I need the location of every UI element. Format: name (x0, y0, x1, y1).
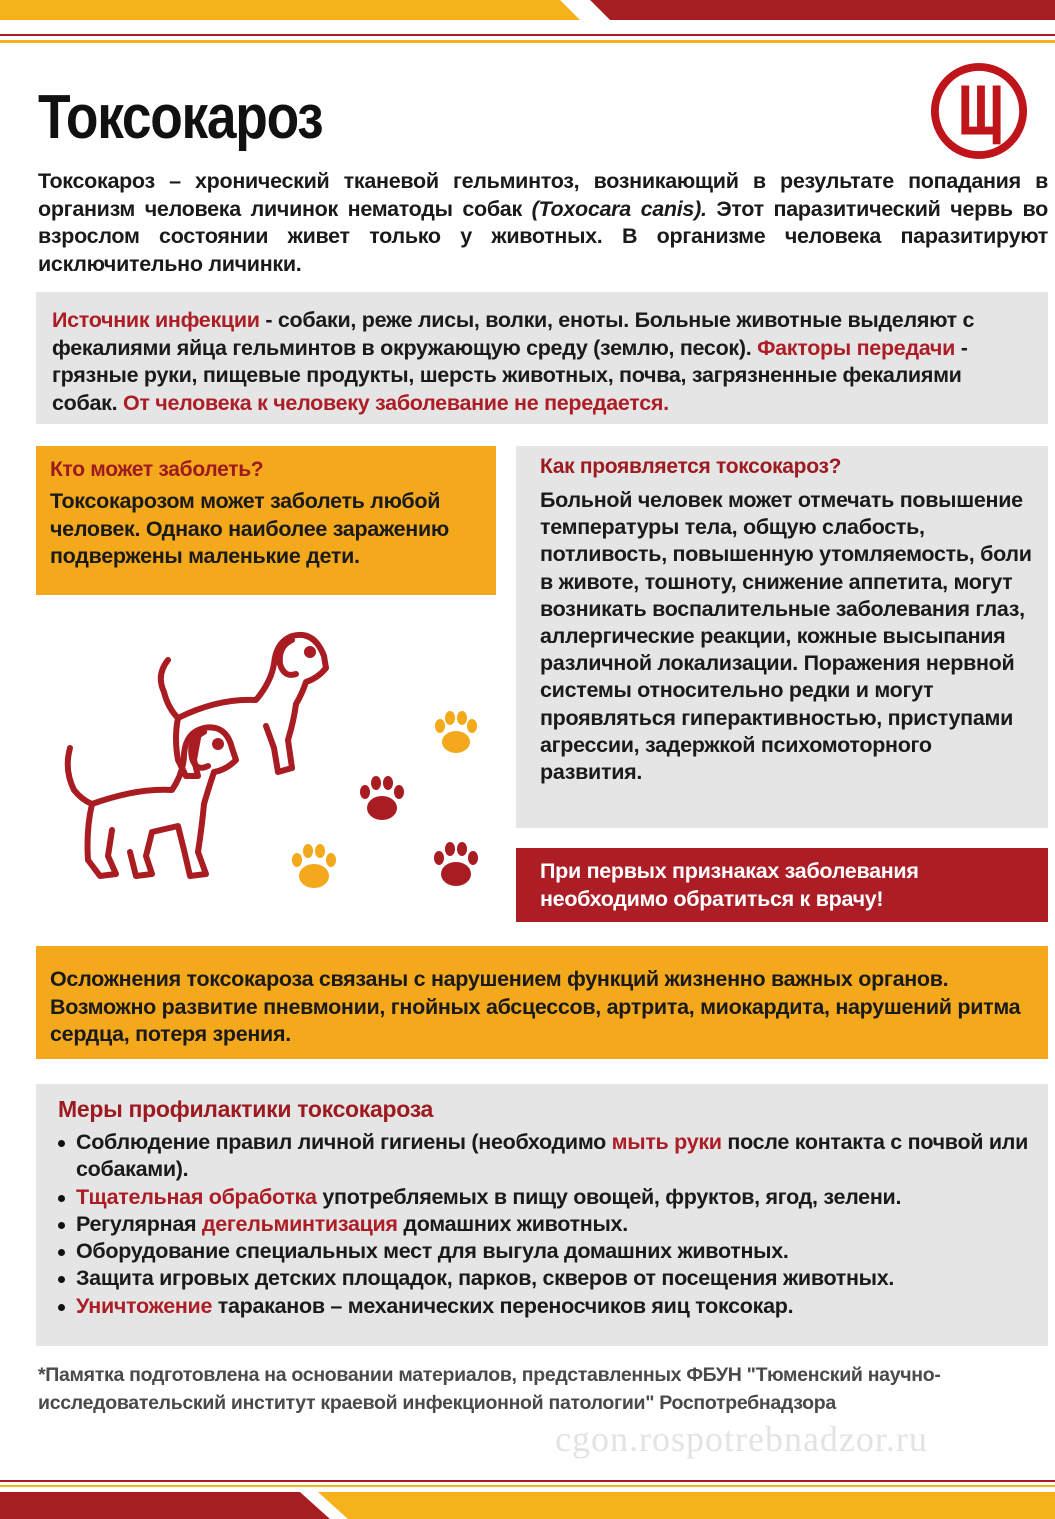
who-text: Токсокарозом может заболеть любой человек. Однако наиболее заражению подвержены маленькие дети. (50, 489, 449, 568)
intro-text-2: Этот паразитический червь во взрослом состоянии живет только у животных. В организме человека паразитируют исключительно личинки. (38, 196, 1048, 276)
prevention-list (58, 1129, 1034, 1320)
who-can-get-sick-block (36, 446, 496, 595)
intro-text-1: Токсокароз – хронический тканевой гельминтоз, возникающий в результате попадания в организм человека личинок нематоды собак (38, 169, 1048, 221)
page-title: Токсокароз (38, 83, 323, 152)
infection-source-label: Источник инфекции (52, 308, 260, 332)
item-highlight: Тщательная обработка (76, 1184, 317, 1209)
top-divider-red (0, 34, 1055, 36)
rospotrebnadzor-logo (930, 62, 1028, 160)
infection-source-text: - собаки, реже лисы, волки, еноты. Больные животные выделяют с фекалиями яйца гельминтов в окружающую среду (землю, песок). (52, 308, 975, 360)
list-item (58, 1293, 1034, 1320)
dogs-illustration (56, 620, 496, 910)
item-highlight: дегельминтизация (201, 1211, 398, 1236)
puppy-icon (68, 727, 236, 876)
item-text: Защита игровых детских площадок, парков, скверов от посещения животных. (76, 1266, 895, 1291)
item-highlight: Уничтожение (76, 1293, 213, 1318)
see-doctor-text: При первых признаках заболевания необходимо обратиться к врачу! (540, 859, 919, 911)
paw-print-icon (435, 711, 477, 753)
item-text: употребляемых в пищу овощей, фруктов, ягод, зелени. (316, 1184, 902, 1209)
item-text: тараканов – механических переносчиков яиц токсокар. (212, 1293, 794, 1318)
intro-latin-name: (Toxocara canis). (531, 196, 707, 221)
item-text: домашних животных. (397, 1211, 628, 1236)
source-footnote: *Памятка подготовлена на основании материалов, представленных ФБУН "Тюменский научно-исследовательский институт краевой инфекционной патологии" Роспотребнадзора (38, 1364, 941, 1414)
see-doctor-banner (516, 848, 1048, 922)
item-text: после контакта с почвой или собаками). (76, 1130, 1029, 1182)
list-item (58, 1129, 1034, 1184)
bottom-decorative-band (0, 1478, 1055, 1519)
symptoms-block (516, 446, 1048, 828)
symptoms-text: Больной человек может отмечать повышение температуры тела, общую слабость, потливость, повышенную утомляемость, боли в животе, тошноту, снижение аппетита, могут возникать воспалительные заболевания глаз, аллергические реакции, кожные высыпания различной локализации. Поражения нервной системы относительно редки и могут проявляться гиперактивностью, приступами агрессии, задержкой психомоторного развития. (540, 488, 1032, 785)
paw-print-icon (360, 776, 404, 820)
item-highlight: мыть руки (611, 1130, 722, 1154)
complications-block (36, 946, 1048, 1059)
list-item (58, 1211, 1034, 1238)
prevention-title: Меры профилактики токсокароза (58, 1096, 434, 1122)
top-decorative-band (0, 0, 1055, 20)
infection-source-block (36, 292, 1048, 424)
top-divider-yellow (0, 40, 1055, 43)
transmission-factors-label: Факторы передачи (757, 335, 956, 360)
complications-text: Осложнения токсокароза связаны с нарушением функций жизненно важных органов. Возможно развитие пневмонии, гнойных абсцессов, артрита, миокардита, нарушений ритма сердца, потеря зрения. (50, 967, 1021, 1046)
list-item (58, 1184, 1034, 1211)
item-text: Оборудование специальных мест для выгула домашних животных. (76, 1239, 789, 1264)
prevention-block (36, 1084, 1048, 1346)
paw-print-icon (434, 842, 478, 886)
site-watermark: cgon.rospotrebnadzor.ru (555, 1419, 928, 1459)
intro-paragraph (38, 168, 1048, 278)
transmission-factors-text: - грязные руки, пищевые продукты, шерсть животных, почва, загрязненные фекалиями собак. (52, 335, 968, 415)
list-item (58, 1265, 1034, 1292)
who-title: Кто может заболеть? (50, 458, 264, 481)
symptoms-title: Как проявляется токсокароз? (540, 455, 842, 478)
list-item (58, 1238, 1034, 1265)
paw-print-icon (292, 844, 336, 888)
item-text: Регулярная (76, 1211, 202, 1236)
no-transmission-note: От человека к человеку заболевание не передается. (122, 390, 669, 415)
item-text: Соблюдение правил личной гигиены (необходимо (76, 1130, 612, 1154)
